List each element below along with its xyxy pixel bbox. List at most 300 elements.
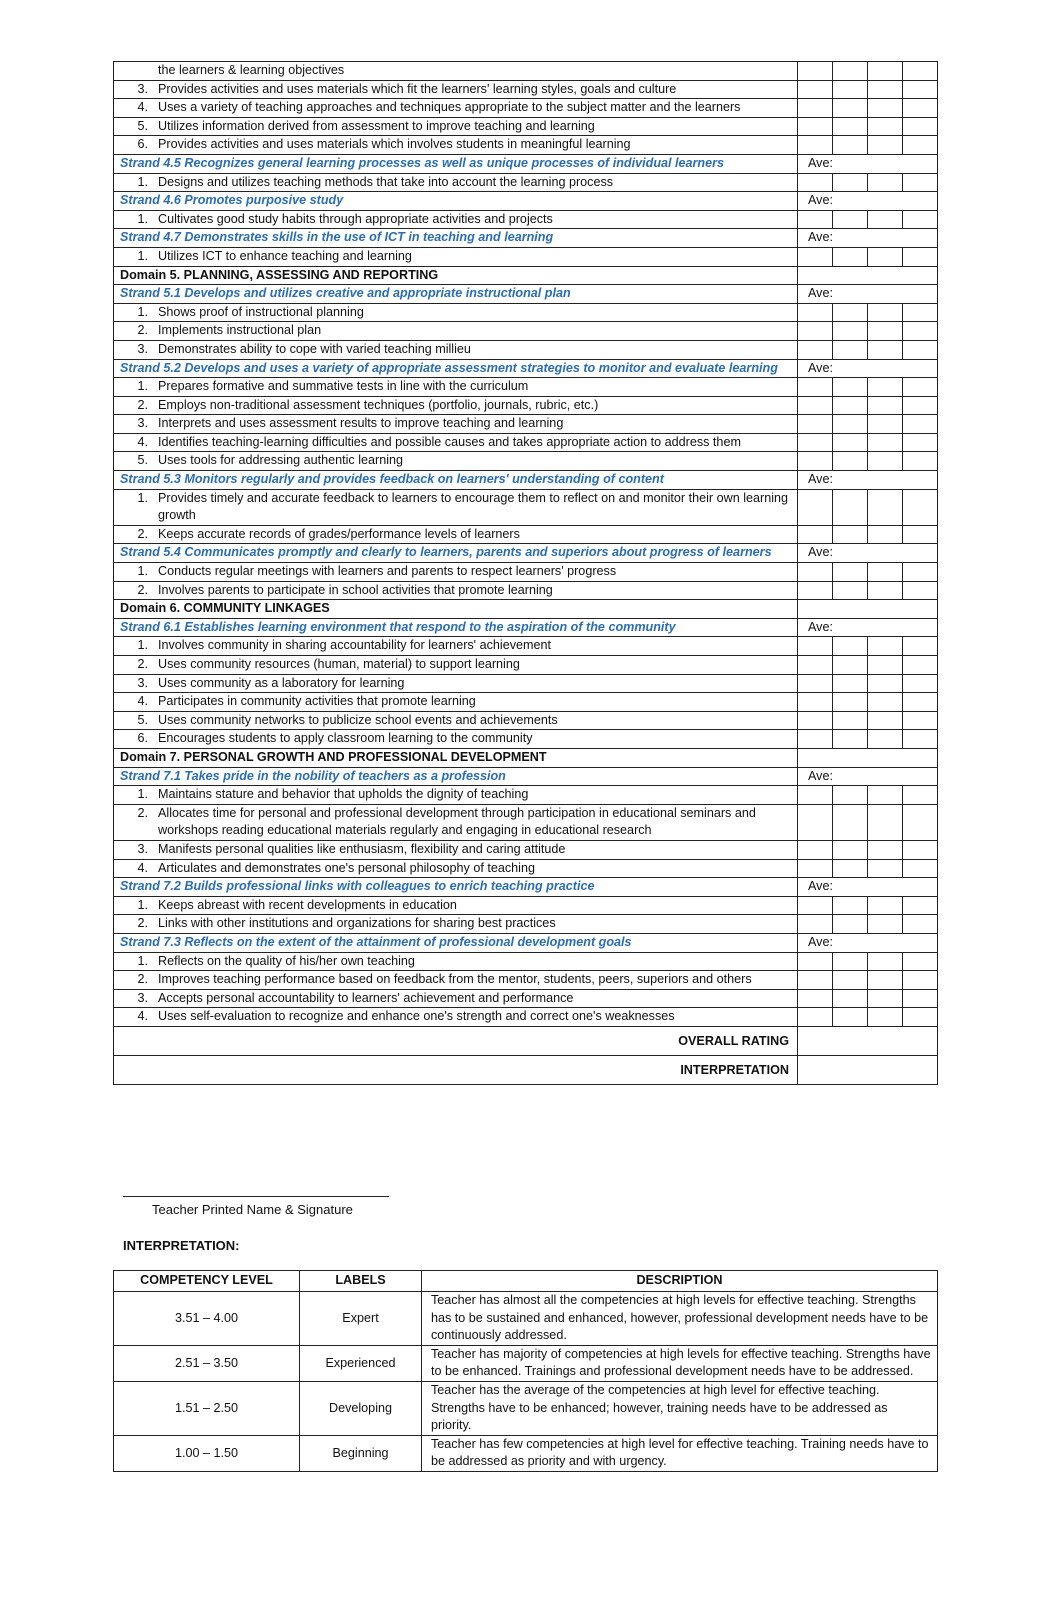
indicator-number: 1. — [137, 638, 148, 653]
strand-title: Strand 4.7 Demonstrates skills in the use of ICT in teaching and learning — [114, 229, 798, 248]
indicator-text-cell — [114, 952, 798, 971]
legend-label: Developing — [300, 1381, 422, 1435]
strand-title: Strand 5.3 Monitors regularly and provides feedback on learners' understanding of content — [114, 471, 798, 490]
legend-level: 1.51 – 2.50 — [114, 1381, 300, 1435]
strand-average[interactable]: Ave: — [798, 544, 938, 563]
rating-box[interactable] — [903, 173, 938, 192]
rating-table — [113, 61, 938, 1085]
indicator-number: 4. — [137, 694, 148, 709]
indicator-text: Involves community in sharing accountability for learners' achievement — [158, 638, 551, 653]
rating-box[interactable] — [868, 989, 903, 1008]
indicator-row — [114, 637, 938, 656]
indicator-row — [114, 804, 938, 840]
rating-box[interactable] — [833, 989, 868, 1008]
rating-box[interactable] — [868, 952, 903, 971]
rating-box[interactable] — [903, 210, 938, 229]
indicator-row — [114, 711, 938, 730]
rating-box[interactable] — [798, 489, 833, 525]
rating-box[interactable] — [833, 173, 868, 192]
overall-rating-cell[interactable] — [798, 1026, 938, 1055]
rating-box[interactable] — [868, 99, 903, 118]
rating-box[interactable] — [798, 563, 833, 582]
domain-empty-cell — [798, 600, 938, 619]
legend-label: Experienced — [300, 1345, 422, 1381]
strand-average[interactable]: Ave: — [798, 154, 938, 173]
rating-box[interactable] — [798, 99, 833, 118]
rating-box[interactable] — [798, 80, 833, 99]
rating-box[interactable] — [833, 340, 868, 359]
indicator-text-cell — [114, 989, 798, 1008]
strand-row — [114, 618, 938, 637]
indicator-number: 2. — [137, 526, 148, 541]
rating-box[interactable] — [903, 322, 938, 341]
rating-box[interactable] — [903, 378, 938, 397]
indicator-row — [114, 730, 938, 749]
rating-box[interactable] — [833, 117, 868, 136]
rating-box[interactable] — [868, 563, 903, 582]
rating-box[interactable] — [903, 804, 938, 840]
domain-row — [114, 600, 938, 619]
indicator-text-cell — [114, 971, 798, 990]
indicator-text: Provides activities and uses materials which involves students in meaningful learning — [158, 137, 631, 152]
rating-box[interactable] — [868, 210, 903, 229]
legend-row — [114, 1381, 938, 1435]
indicator-text: Provides timely and accurate feedback to learners to encourage them to reflect on and monitor their own learning growth — [158, 490, 789, 523]
interpretation-legend-table — [113, 1270, 938, 1472]
rating-box[interactable] — [798, 859, 833, 878]
rating-box[interactable] — [903, 656, 938, 675]
rating-box[interactable] — [798, 896, 833, 915]
indicator-number: 1. — [137, 897, 148, 912]
rating-box[interactable] — [903, 581, 938, 600]
rating-box[interactable] — [868, 136, 903, 155]
strand-row — [114, 544, 938, 563]
rating-box[interactable] — [833, 786, 868, 805]
strand-average[interactable]: Ave: — [798, 471, 938, 490]
rating-box[interactable] — [833, 804, 868, 840]
rating-box[interactable] — [833, 693, 868, 712]
indicator-number: 1. — [137, 174, 148, 189]
indicator-text: Manifests personal qualities like enthusiasm, flexibility and caring attitude — [158, 841, 566, 856]
rating-box[interactable] — [868, 896, 903, 915]
indicator-text-cell — [114, 859, 798, 878]
rating-box[interactable] — [903, 415, 938, 434]
rating-box[interactable] — [798, 415, 833, 434]
rating-box[interactable] — [903, 340, 938, 359]
rating-box[interactable] — [868, 859, 903, 878]
indicator-text: Cultivates good study habits through appropriate activities and projects — [158, 211, 553, 226]
rating-box[interactable] — [833, 896, 868, 915]
indicator-row — [114, 489, 938, 525]
rating-box[interactable] — [868, 786, 903, 805]
rating-box[interactable] — [798, 915, 833, 934]
strand-average[interactable]: Ave: — [798, 229, 938, 248]
strand-title: Strand 5.1 Develops and utilizes creative and appropriate instructional plan — [114, 285, 798, 304]
indicator-text: Encourages students to apply classroom learning to the community — [158, 731, 533, 746]
domain-empty-cell — [798, 266, 938, 285]
indicator-text-cell — [114, 99, 798, 118]
rating-box[interactable] — [833, 136, 868, 155]
indicator-text-cell — [114, 303, 798, 322]
strand-average[interactable]: Ave: — [798, 618, 938, 637]
indicator-number: 1. — [137, 211, 148, 226]
rating-box[interactable] — [798, 525, 833, 544]
domain-title: Domain 5. PLANNING, ASSESSING AND REPORTING — [114, 266, 798, 285]
indicator-text-cell — [114, 62, 798, 81]
indicator-text-cell — [114, 322, 798, 341]
rating-box[interactable] — [833, 303, 868, 322]
rating-box[interactable] — [868, 711, 903, 730]
indicator-row — [114, 859, 938, 878]
rating-box[interactable] — [868, 378, 903, 397]
rating-box[interactable] — [798, 989, 833, 1008]
indicator-number: 5. — [137, 118, 148, 133]
indicator-row — [114, 378, 938, 397]
rating-box[interactable] — [903, 952, 938, 971]
rating-box[interactable] — [868, 915, 903, 934]
domain-empty-cell — [798, 748, 938, 767]
indicator-number: 2. — [137, 972, 148, 987]
rating-box[interactable] — [798, 340, 833, 359]
strand-row — [114, 878, 938, 897]
rating-box[interactable] — [798, 433, 833, 452]
rating-box[interactable] — [903, 452, 938, 471]
rating-box[interactable] — [868, 322, 903, 341]
rating-box[interactable] — [833, 210, 868, 229]
indicator-text: Uses tools for addressing authentic learning — [158, 453, 404, 468]
indicator-number: 2. — [137, 323, 148, 338]
rating-box[interactable] — [833, 674, 868, 693]
legend-description: Teacher has almost all the competencies at high levels for effective teaching. Strengths has to be sustained and enhanced, however, professional development needs have to be continuously addressed. — [422, 1292, 938, 1346]
rating-box[interactable] — [833, 637, 868, 656]
rating-box[interactable] — [833, 433, 868, 452]
strand-average[interactable]: Ave: — [798, 878, 938, 897]
rating-box[interactable] — [868, 581, 903, 600]
interpretation-cell[interactable] — [798, 1055, 938, 1084]
rating-box[interactable] — [798, 730, 833, 749]
indicator-text: Articulates and demonstrates one's personal philosophy of teaching — [158, 860, 535, 875]
indicator-text: Uses community resources (human, material) to support learning — [158, 657, 520, 671]
rating-box[interactable] — [903, 396, 938, 415]
rating-box[interactable] — [798, 581, 833, 600]
indicator-text-cell — [114, 840, 798, 859]
rating-box[interactable] — [903, 563, 938, 582]
indicator-number: 1. — [137, 304, 148, 319]
indicator-row — [114, 656, 938, 675]
strand-average[interactable]: Ave: — [798, 767, 938, 786]
rating-box[interactable] — [833, 1008, 868, 1027]
indicator-row — [114, 525, 938, 544]
indicator-number: 1. — [137, 490, 148, 505]
domain-row — [114, 266, 938, 285]
rating-box[interactable] — [868, 173, 903, 192]
interpretation-row — [114, 1055, 938, 1084]
strand-row — [114, 285, 938, 304]
indicator-row — [114, 340, 938, 359]
rating-box[interactable] — [833, 971, 868, 990]
indicator-number: 2. — [137, 397, 148, 412]
legend-row — [114, 1435, 938, 1471]
rating-box[interactable] — [833, 99, 868, 118]
rating-box[interactable] — [903, 989, 938, 1008]
rating-box[interactable] — [903, 1008, 938, 1027]
strand-title: Strand 6.1 Establishes learning environment that respond to the aspiration of the community — [114, 618, 798, 637]
rating-box[interactable] — [798, 711, 833, 730]
indicator-text: Maintains stature and behavior that upholds the dignity of teaching — [158, 787, 529, 802]
indicator-text: Involves parents to participate in school activities that promote learning — [158, 582, 553, 597]
indicator-text: Uses community as a laboratory for learning — [158, 675, 405, 690]
overall-rating-label: OVERALL RATING — [114, 1026, 798, 1055]
rating-box[interactable] — [798, 117, 833, 136]
indicator-number: 3. — [137, 841, 148, 856]
rating-box[interactable] — [833, 525, 868, 544]
rating-box[interactable] — [868, 396, 903, 415]
rating-box[interactable] — [868, 840, 903, 859]
indicator-number: 2. — [137, 916, 148, 931]
rating-box[interactable] — [868, 340, 903, 359]
indicator-text-cell — [114, 656, 798, 675]
rating-box[interactable] — [903, 489, 938, 525]
legend-header-row — [114, 1271, 938, 1292]
indicator-text: Keeps abreast with recent developments in education — [158, 897, 457, 912]
strand-title: Strand 4.5 Recognizes general learning processes as well as unique processes of individual learners — [114, 154, 798, 173]
rating-box[interactable] — [798, 62, 833, 81]
rating-box[interactable] — [833, 80, 868, 99]
strand-average[interactable]: Ave: — [798, 285, 938, 304]
indicator-text-cell — [114, 210, 798, 229]
rating-box[interactable] — [903, 62, 938, 81]
interpretation-heading: INTERPRETATION: — [123, 1238, 240, 1253]
rating-box[interactable] — [868, 80, 903, 99]
rating-box[interactable] — [798, 303, 833, 322]
indicator-text-cell — [114, 896, 798, 915]
indicator-row — [114, 117, 938, 136]
interpretation-row-label: INTERPRETATION — [114, 1055, 798, 1084]
rating-box[interactable] — [798, 452, 833, 471]
strand-title: Strand 7.2 Builds professional links with colleagues to enrich teaching practice — [114, 878, 798, 897]
indicator-text-cell — [114, 247, 798, 266]
rating-box[interactable] — [903, 80, 938, 99]
strand-row — [114, 359, 938, 378]
indicator-text: Utilizes ICT to enhance teaching and learning — [158, 248, 412, 263]
indicator-text-cell — [114, 117, 798, 136]
indicator-text: Allocates time for personal and professional development through participation in educational seminars and workshops reading educational materials regularly and engaging in educational research — [158, 805, 756, 838]
rating-box[interactable] — [798, 952, 833, 971]
indicator-text-cell — [114, 711, 798, 730]
indicator-number: 3. — [137, 81, 148, 96]
rating-box[interactable] — [903, 840, 938, 859]
strand-row — [114, 471, 938, 490]
indicator-text: Implements instructional plan — [158, 323, 322, 338]
signature-label: Teacher Printed Name & Signature — [152, 1202, 353, 1217]
rating-box[interactable] — [868, 674, 903, 693]
rating-box[interactable] — [868, 452, 903, 471]
rating-box[interactable] — [833, 396, 868, 415]
strand-row — [114, 933, 938, 952]
rating-box[interactable] — [833, 859, 868, 878]
strand-average[interactable]: Ave: — [798, 192, 938, 211]
legend-label: Beginning — [300, 1435, 422, 1471]
strand-row — [114, 154, 938, 173]
indicator-text: Interprets and uses assessment results to improve teaching and learning — [158, 416, 564, 431]
rating-box[interactable] — [798, 971, 833, 990]
rating-box[interactable] — [903, 637, 938, 656]
strand-average[interactable]: Ave: — [798, 359, 938, 378]
rating-box[interactable] — [868, 804, 903, 840]
rating-box[interactable] — [833, 415, 868, 434]
rating-box[interactable] — [903, 136, 938, 155]
rating-box[interactable] — [798, 173, 833, 192]
indicator-text: Identifies teaching-learning difficulties and possible causes and takes appropriate action to address them — [158, 434, 741, 449]
indicator-row — [114, 433, 938, 452]
indicator-row — [114, 786, 938, 805]
rating-box[interactable] — [798, 656, 833, 675]
rating-box[interactable] — [868, 62, 903, 81]
indicator-text: Participates in community activities that promote learning — [158, 694, 476, 709]
rating-box[interactable] — [833, 581, 868, 600]
indicator-number: 2. — [137, 805, 148, 820]
indicator-text: Keeps accurate records of grades/performance levels of learners — [158, 526, 520, 541]
rating-box[interactable] — [868, 415, 903, 434]
indicator-text-cell — [114, 563, 798, 582]
rating-box[interactable] — [903, 247, 938, 266]
rating-box[interactable] — [798, 786, 833, 805]
rating-box[interactable] — [798, 210, 833, 229]
rating-box[interactable] — [903, 971, 938, 990]
rating-box[interactable] — [903, 859, 938, 878]
rating-box[interactable] — [833, 452, 868, 471]
rating-box[interactable] — [868, 730, 903, 749]
indicator-text-cell — [114, 637, 798, 656]
rating-box[interactable] — [868, 489, 903, 525]
rating-box[interactable] — [833, 489, 868, 525]
legend-level: 2.51 – 3.50 — [114, 1345, 300, 1381]
indicator-text-cell — [114, 674, 798, 693]
indicator-number: 1. — [137, 379, 148, 394]
rating-box[interactable] — [833, 711, 868, 730]
indicator-number: 4. — [137, 434, 148, 449]
rating-box[interactable] — [903, 896, 938, 915]
rating-box[interactable] — [833, 247, 868, 266]
indicator-number: 3. — [137, 341, 148, 356]
rating-box[interactable] — [868, 525, 903, 544]
indicator-number: 1. — [137, 564, 148, 579]
indicator-text: Provides activities and uses materials which fit the learners' learning styles, goals and culture — [158, 81, 677, 96]
rating-box[interactable] — [903, 303, 938, 322]
indicator-number: 6. — [137, 731, 148, 746]
strand-row — [114, 229, 938, 248]
rating-box[interactable] — [798, 322, 833, 341]
rating-box[interactable] — [868, 117, 903, 136]
rating-box[interactable] — [903, 99, 938, 118]
indicator-text-cell — [114, 693, 798, 712]
rating-box[interactable] — [868, 433, 903, 452]
rating-box[interactable] — [833, 322, 868, 341]
legend-row — [114, 1292, 938, 1346]
indicator-text: Accepts personal accountability to learners' achievement and performance — [158, 990, 574, 1005]
indicator-number: 2. — [137, 582, 148, 597]
rating-box[interactable] — [903, 674, 938, 693]
strand-title: Strand 4.6 Promotes purposive study — [114, 192, 798, 211]
rating-box[interactable] — [798, 840, 833, 859]
domain-title: Domain 6. COMMUNITY LINKAGES — [114, 600, 798, 619]
rating-box[interactable] — [798, 804, 833, 840]
legend-level: 3.51 – 4.00 — [114, 1292, 300, 1346]
indicator-row — [114, 915, 938, 934]
indicator-row — [114, 452, 938, 471]
strand-title: Strand 5.4 Communicates promptly and clearly to learners, parents and superiors about progress of learners — [114, 544, 798, 563]
indicator-text-cell — [114, 489, 798, 525]
rating-box[interactable] — [868, 303, 903, 322]
indicator-row — [114, 322, 938, 341]
domain-title: Domain 7. PERSONAL GROWTH AND PROFESSIONAL DEVELOPMENT — [114, 748, 798, 767]
rating-box[interactable] — [833, 915, 868, 934]
signature-line[interactable] — [123, 1196, 389, 1197]
rating-box[interactable] — [868, 247, 903, 266]
rating-box[interactable] — [903, 711, 938, 730]
legend-level: 1.00 – 1.50 — [114, 1435, 300, 1471]
rating-box[interactable] — [903, 433, 938, 452]
indicator-text: Conducts regular meetings with learners and parents to respect learners' progress — [158, 564, 617, 579]
rating-box[interactable] — [798, 396, 833, 415]
rating-box[interactable] — [833, 730, 868, 749]
rating-box[interactable] — [833, 563, 868, 582]
rating-box[interactable] — [868, 1008, 903, 1027]
rating-box[interactable] — [798, 136, 833, 155]
rating-box[interactable] — [833, 378, 868, 397]
rating-box[interactable] — [798, 674, 833, 693]
rating-box[interactable] — [798, 693, 833, 712]
rating-box[interactable] — [798, 637, 833, 656]
rating-box[interactable] — [903, 693, 938, 712]
rating-box[interactable] — [903, 730, 938, 749]
rating-box[interactable] — [833, 840, 868, 859]
rating-box[interactable] — [798, 247, 833, 266]
rating-box[interactable] — [833, 656, 868, 675]
strand-title: Strand 7.3 Reflects on the extent of the attainment of professional development goals — [114, 933, 798, 952]
rating-box[interactable] — [868, 656, 903, 675]
indicator-text-cell — [114, 730, 798, 749]
rating-box[interactable] — [903, 915, 938, 934]
indicator-row — [114, 80, 938, 99]
rating-box[interactable] — [798, 1008, 833, 1027]
rating-box[interactable] — [868, 971, 903, 990]
indicator-row — [114, 563, 938, 582]
indicator-number: 2. — [137, 657, 148, 671]
legend-description: Teacher has the average of the competencies at high level for effective teaching. Strengths have to be enhanced; however, training needs have to be addressed as priority. — [422, 1381, 938, 1435]
indicator-text-cell — [114, 173, 798, 192]
rating-box[interactable] — [903, 117, 938, 136]
rating-box[interactable] — [903, 525, 938, 544]
rating-box[interactable] — [903, 786, 938, 805]
legend-header-labels: LABELS — [300, 1271, 422, 1292]
rating-box[interactable] — [868, 637, 903, 656]
indicator-text-cell — [114, 915, 798, 934]
indicator-number: 4. — [137, 860, 148, 875]
rating-box[interactable] — [833, 62, 868, 81]
indicator-row — [114, 952, 938, 971]
indicator-row — [114, 173, 938, 192]
indicator-row — [114, 136, 938, 155]
strand-row — [114, 767, 938, 786]
rating-box[interactable] — [868, 693, 903, 712]
indicator-text: Reflects on the quality of his/her own teaching — [158, 953, 415, 968]
rating-box[interactable] — [798, 378, 833, 397]
strand-average[interactable]: Ave: — [798, 933, 938, 952]
indicator-text-cell — [114, 433, 798, 452]
indicator-text-cell — [114, 786, 798, 805]
rating-box[interactable] — [833, 952, 868, 971]
